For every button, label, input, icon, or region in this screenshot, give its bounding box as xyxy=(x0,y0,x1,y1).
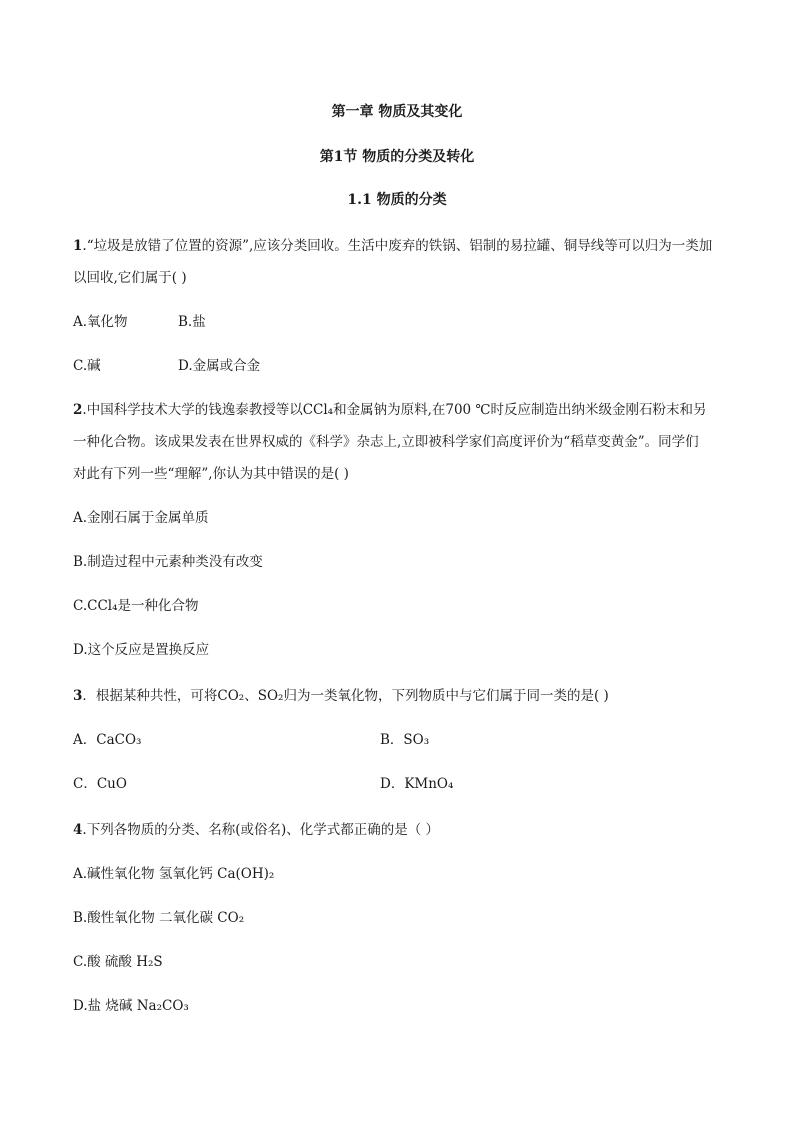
question-1-option-a: A.氧化物 xyxy=(73,314,128,330)
question-4-line-1 xyxy=(73,821,439,839)
question-1-option-b: B.盐 xyxy=(178,314,206,330)
question-3-option-c: C．CuO xyxy=(73,776,127,792)
question-1-option-d: D.金属或合金 xyxy=(178,358,261,374)
question-text: .下列各物质的分类、名称(或俗名)、化学式都正确的是（ ） xyxy=(82,822,440,838)
question-3-line-1 xyxy=(73,687,609,705)
subsection-title: 1.1 物质的分类 xyxy=(347,192,447,208)
question-number: 4 xyxy=(73,822,83,838)
question-2-option-a: A.金刚石属于金属单质 xyxy=(73,510,209,526)
question-4-option-c: C.酸 硫酸 H₂S xyxy=(73,954,163,970)
question-1-line-2: 以回收,它们属于( ) xyxy=(73,270,187,286)
question-4-option-b: B.酸性氧化物 二氧化碳 CO₂ xyxy=(73,910,245,926)
question-2-line-3: 对此有下列一些“理解”,你认为其中错误的是( ) xyxy=(73,466,349,482)
question-2-line-1 xyxy=(73,401,707,419)
question-number: 2 xyxy=(73,402,83,418)
question-2-option-c: C.CCl₄是一种化合物 xyxy=(73,598,199,614)
question-1-line-1 xyxy=(73,237,712,255)
question-2-line-2: 一种化合物。该成果发表在世界权威的《科学》杂志上,立即被科学家们高度评价为“稻草变黄金”。同学们 xyxy=(73,434,699,450)
chapter-title: 第一章 物质及其变化 xyxy=(331,104,463,120)
question-text: ．根据某种共性，可将CO₂、SO₂归为一类氧化物，下列物质中与它们属于同一类的是( ) xyxy=(82,688,609,704)
question-2-option-d: D.这个反应是置换反应 xyxy=(73,642,210,658)
question-4-option-d: D.盐 烧碱 Na₂CO₃ xyxy=(73,998,189,1014)
question-1-option-c: C.碱 xyxy=(73,358,101,374)
question-3-option-a: A．CaCO₃ xyxy=(73,732,142,748)
question-2-option-b: B.制造过程中元素种类没有改变 xyxy=(73,554,263,570)
question-3-option-b: B．SO₃ xyxy=(380,732,430,748)
question-4-option-a: A.碱性氧化物 氢氧化钙 Ca(OH)₂ xyxy=(73,866,275,882)
question-text: .中国科学技术大学的钱逸泰教授等以CCl₄和金属钠为原料,在700 ℃时反应制造出纳米级金刚石粉末和另 xyxy=(82,402,707,418)
question-number: 1 xyxy=(73,238,83,254)
question-number: 3 xyxy=(73,688,83,704)
question-text: .“垃圾是放错了位置的资源”,应该分类回收。生活中废弃的铁锅、铝制的易拉罐、铜导线等可以归为一类加 xyxy=(82,238,713,254)
question-3-option-d: D．KMnO₄ xyxy=(380,776,454,792)
section-title: 第1节 物质的分类及转化 xyxy=(319,149,475,165)
